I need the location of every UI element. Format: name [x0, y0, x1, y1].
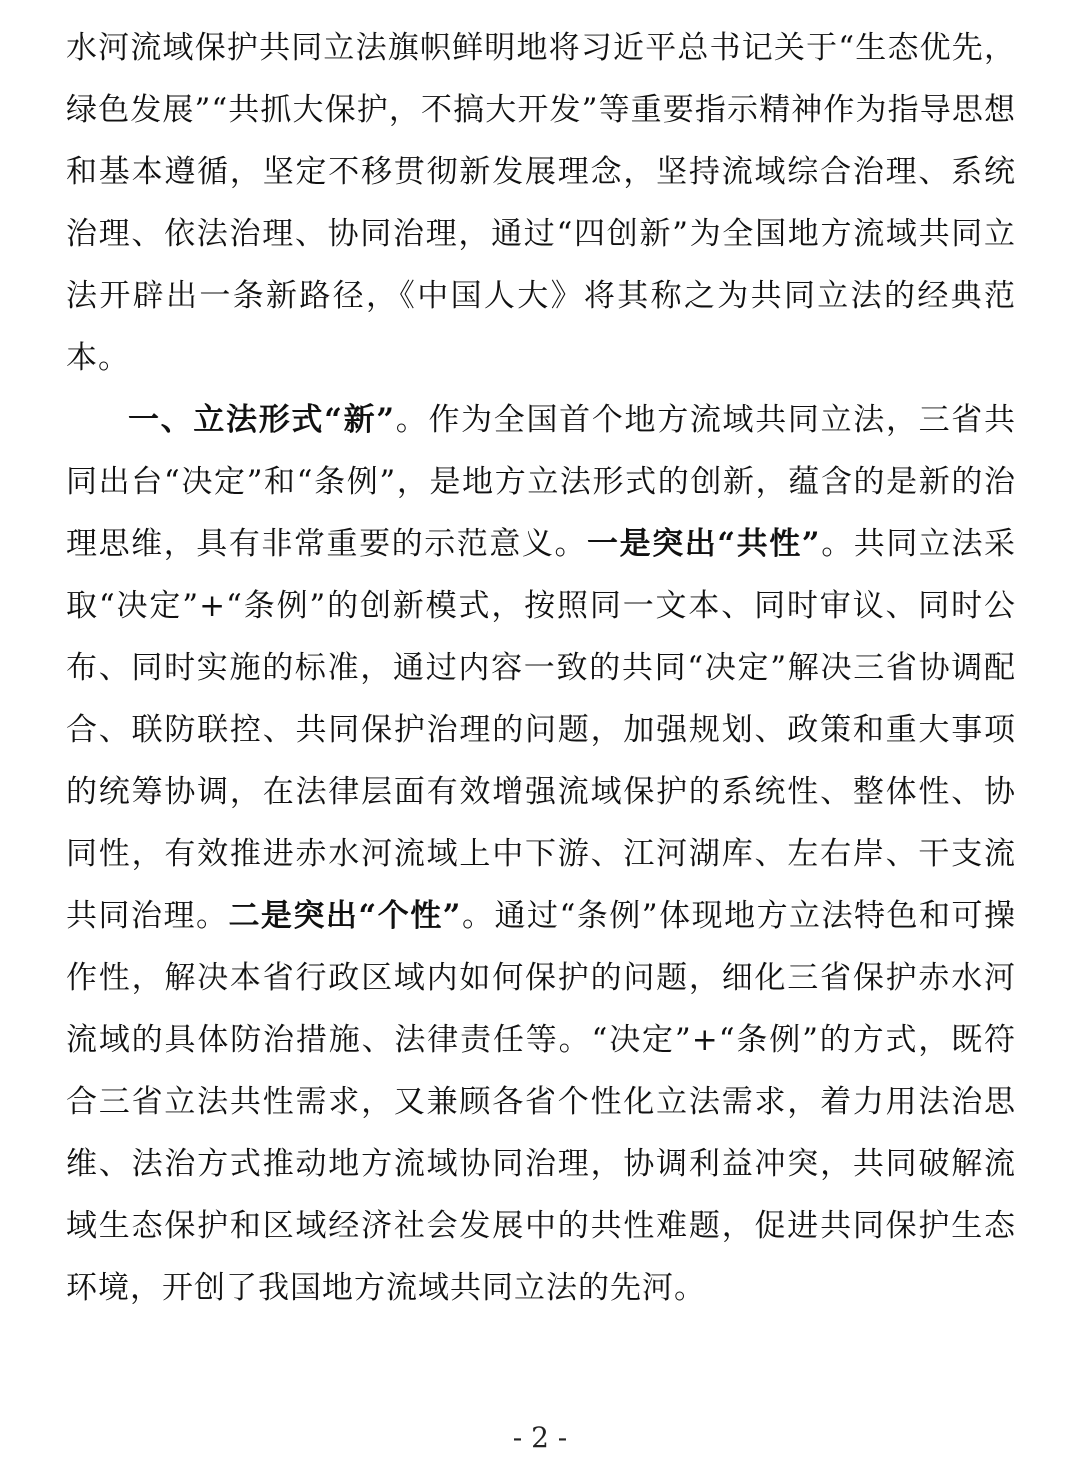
paragraph-intro-text: 水河流域保护共同立法旗帜鲜明地将习近平总书记关于“生态优先，绿色发展”“共抓大保护，不搞大开发”等重要指示精神作为指导思想和基本遵循，坚定不移贯彻新发展理念，坚持流域综合治理、系统治理、依法治理、协同治理，通过“四创新”为全国地方流域共同立法开辟出一条新路径，《中国人大》将其称之为共同立法的经典范本。 — [66, 30, 1016, 376]
point-two-label: 二是突出“个性” — [228, 898, 462, 934]
section-heading: 一、立法形式“新” — [128, 402, 396, 438]
paragraph-intro — [66, 17, 1016, 389]
point-one-label: 一是突出“共性” — [587, 526, 821, 562]
section-text-1: 。作为全国首个地方流域共同立法，三省共同出台“决定”和“条例”，是地方立法形式的创新，蕴含的是新的治理思维，具有非常重要的示范意义。 — [66, 402, 1016, 562]
page-number: - 2 - — [512, 1421, 568, 1454]
document-page — [66, 17, 1016, 1319]
section-text-2: 。共同立法采取“决定”+“条例”的创新模式，按照同一文本、同时审议、同时公布、同时实施的标准，通过内容一致的共同“决定”解决三省协调配合、联防联控、共同保护治理的问题，加强规划、政策和重大事项的统筹协调，在法律层面有效增强流域保护的系统性、整体性、协同性，有效推进赤水河流域上中下游、江河湖库、左右岸、干支流共同治理。 — [66, 526, 1017, 934]
section-text-3: 。通过“条例”体现地方立法特色和可操作性，解决本省行政区域内如何保护的问题，细化三省保护赤水河流域的具体防治措施、法律责任等。“决定”+“条例”的方式，既符合三省立法共性需求，又兼顾各省个性化立法需求，着力用法治思维、法治方式推动地方流域协同治理，协调利益冲突，共同破解流域生态保护和区域经济社会发展中的共性难题，促进共同保护生态环境，开创了我国地方流域共同立法的先河。 — [66, 898, 1016, 1306]
paragraph-section-one — [66, 389, 1016, 1319]
